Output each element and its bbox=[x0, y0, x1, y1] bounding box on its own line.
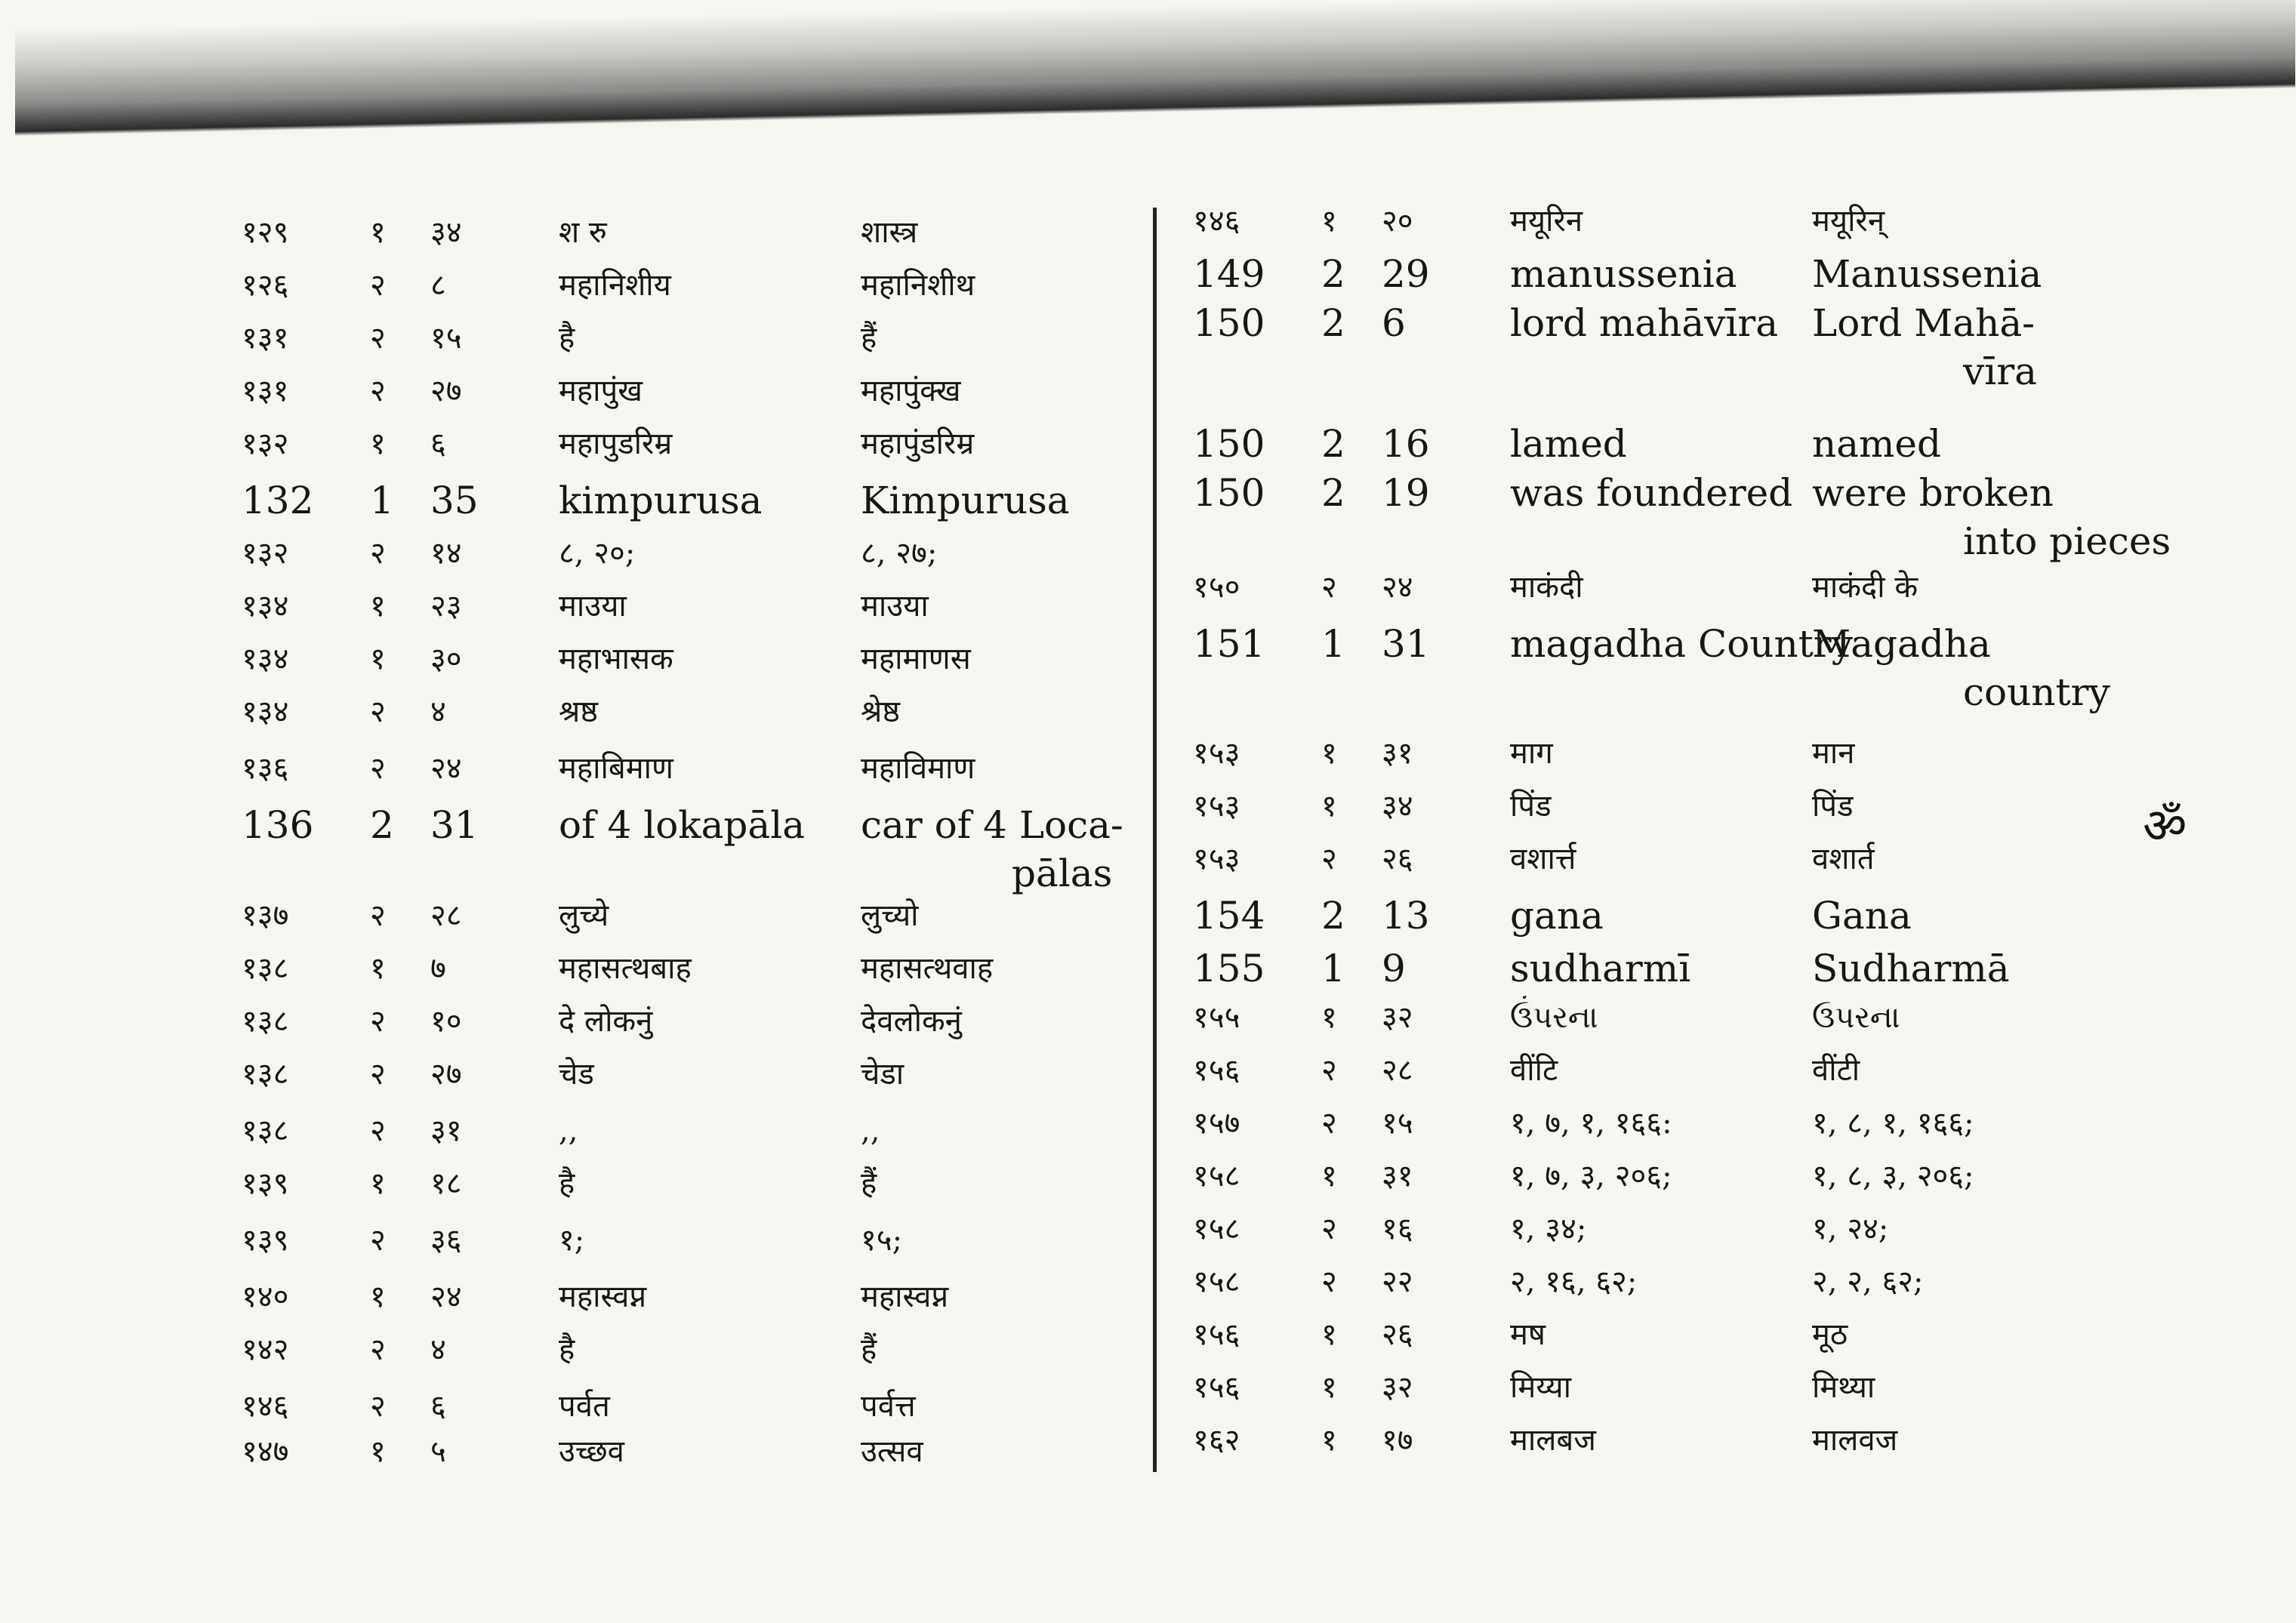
incorrect-text: मालबज bbox=[1510, 1423, 1596, 1458]
incorrect-text: माग bbox=[1510, 736, 1553, 771]
page-number: १४२ bbox=[242, 1332, 289, 1367]
line-number: २० bbox=[1382, 204, 1413, 239]
line-number: २८ bbox=[1382, 1053, 1413, 1088]
column-number: १ bbox=[1321, 789, 1337, 824]
column-number: १ bbox=[1321, 1000, 1337, 1035]
correct-text: वींटी bbox=[1812, 1053, 1860, 1088]
correct-text: २, २, ६२; bbox=[1812, 1264, 1924, 1299]
line-number: २७ bbox=[430, 1057, 462, 1092]
incorrect-text: पर्वत bbox=[559, 1389, 610, 1424]
correct-text-continued: into pieces bbox=[1963, 519, 2171, 563]
line-number: 6 bbox=[1382, 301, 1406, 345]
page-number: १३७ bbox=[242, 898, 289, 933]
correct-text: were broken bbox=[1812, 471, 2054, 515]
correct-text: चेडा bbox=[861, 1057, 905, 1092]
line-number: 31 bbox=[430, 803, 479, 847]
column-number: २ bbox=[370, 321, 386, 356]
correct-text: पर्वत्त bbox=[861, 1389, 916, 1424]
page-number: 136 bbox=[242, 803, 314, 847]
incorrect-text: was foundered bbox=[1510, 471, 1793, 515]
column-number: १ bbox=[1321, 736, 1337, 771]
page-number: १४६ bbox=[1193, 204, 1240, 239]
correct-text: named bbox=[1812, 422, 1942, 466]
page-number: १३९ bbox=[242, 1223, 289, 1258]
incorrect-text: महाभासक bbox=[559, 642, 673, 676]
incorrect-text: magadha Country bbox=[1510, 622, 1853, 666]
column-number: 2 bbox=[1321, 894, 1345, 938]
page-number: १५३ bbox=[1193, 736, 1240, 771]
correct-text: शास्त्र bbox=[861, 215, 918, 250]
column-number: १ bbox=[1321, 1159, 1337, 1193]
correct-text-continued: country bbox=[1963, 670, 2110, 714]
page-number: १३२ bbox=[242, 427, 289, 461]
incorrect-text: ઉંપરના bbox=[1510, 1000, 1598, 1035]
column-number: २ bbox=[370, 1389, 386, 1424]
page-number: 150 bbox=[1193, 301, 1265, 345]
line-number: ३१ bbox=[1382, 736, 1413, 771]
line-number: ३२ bbox=[1382, 1000, 1413, 1035]
correct-text-continued: pālas bbox=[1012, 852, 1113, 895]
line-number: ३१ bbox=[430, 1113, 462, 1148]
page-number: १३४ bbox=[242, 642, 289, 676]
correct-text: ८, २७; bbox=[861, 536, 938, 571]
correct-text: car of 4 Loca- bbox=[861, 803, 1123, 847]
column-number: १ bbox=[370, 215, 386, 250]
column-number: २ bbox=[370, 1057, 386, 1092]
line-number: 35 bbox=[430, 479, 479, 522]
incorrect-text: लुच्ये bbox=[559, 898, 609, 933]
incorrect-text: १, ७, ३, २०६; bbox=[1510, 1159, 1672, 1193]
line-number: ४ bbox=[430, 1332, 446, 1367]
page-number: १३१ bbox=[242, 374, 289, 408]
correct-text: हैं bbox=[861, 1332, 877, 1367]
page-number: १३८ bbox=[242, 1057, 289, 1092]
incorrect-text: मष bbox=[1510, 1317, 1546, 1352]
line-number: ८ bbox=[430, 268, 446, 303]
column-number: १ bbox=[370, 427, 386, 461]
page-number: १३२ bbox=[242, 536, 289, 571]
column-number: 1 bbox=[1321, 622, 1345, 666]
correct-text: हैं bbox=[861, 1166, 877, 1201]
column-number: 1 bbox=[1321, 947, 1345, 990]
page-number: १५५ bbox=[1193, 1000, 1240, 1035]
line-number: २७ bbox=[430, 374, 462, 408]
incorrect-text: महास्वप्न bbox=[559, 1280, 647, 1314]
correct-text: माउया bbox=[861, 589, 929, 624]
incorrect-text: kimpurusa bbox=[559, 479, 763, 522]
page-number: 151 bbox=[1193, 622, 1265, 666]
page-number: १५३ bbox=[1193, 789, 1240, 824]
incorrect-text: २, १६, ६२; bbox=[1510, 1264, 1638, 1299]
line-number: १० bbox=[430, 1004, 462, 1039]
correct-text: महापुंक्ख bbox=[861, 374, 961, 408]
column-number: १ bbox=[370, 1280, 386, 1314]
line-number: 19 bbox=[1382, 471, 1430, 515]
incorrect-text: manussenia bbox=[1510, 252, 1737, 296]
column-number: 2 bbox=[1321, 471, 1345, 515]
incorrect-text: दे लोकनुं bbox=[559, 1004, 653, 1039]
scan-shadow-band bbox=[15, 0, 2295, 136]
page-number: 154 bbox=[1193, 894, 1265, 938]
correct-text: १, ८, १, १६६; bbox=[1812, 1106, 1974, 1141]
incorrect-text: ८, २०; bbox=[559, 536, 636, 571]
page-number: १५८ bbox=[1193, 1212, 1240, 1246]
page-number: १३४ bbox=[242, 694, 289, 729]
line-number: ३१ bbox=[1382, 1159, 1413, 1193]
correct-text: महाविमाण bbox=[861, 751, 975, 786]
incorrect-text: श रु bbox=[559, 215, 607, 250]
correct-text: उत्सव bbox=[861, 1434, 923, 1469]
column-number: २ bbox=[370, 1332, 386, 1367]
correct-text: Manussenia bbox=[1812, 252, 2042, 296]
incorrect-text: वशार्त्त bbox=[1510, 842, 1576, 876]
column-number: २ bbox=[370, 1004, 386, 1039]
correct-text: Lord Mahā- bbox=[1812, 301, 2036, 345]
column-number: २ bbox=[370, 374, 386, 408]
page-number: १२९ bbox=[242, 215, 289, 250]
page-number: 132 bbox=[242, 479, 314, 522]
correct-text: Sudharmā bbox=[1812, 947, 2010, 990]
incorrect-text: वींटि bbox=[1510, 1053, 1558, 1088]
incorrect-text: lord mahāvīra bbox=[1510, 301, 1779, 345]
page-number: १३८ bbox=[242, 951, 289, 986]
line-number: १४ bbox=[430, 536, 462, 571]
correct-text: १, ८, ३, २०६; bbox=[1812, 1159, 1974, 1193]
line-number: ६ bbox=[430, 1389, 446, 1424]
page-number: १४० bbox=[242, 1280, 289, 1314]
correct-text: मालवज bbox=[1812, 1423, 1898, 1458]
incorrect-text: महापुंख bbox=[559, 374, 643, 408]
page-number: १३१ bbox=[242, 321, 289, 356]
incorrect-text: माउया bbox=[559, 589, 627, 624]
incorrect-text: of 4 lokapāla bbox=[559, 803, 806, 847]
correct-text: मिथ्या bbox=[1812, 1370, 1875, 1405]
incorrect-text: है bbox=[559, 1332, 575, 1367]
line-number: ३२ bbox=[1382, 1370, 1413, 1405]
page-number: १५० bbox=[1193, 570, 1240, 605]
page-number: १३८ bbox=[242, 1113, 289, 1148]
page-number: 150 bbox=[1193, 422, 1265, 466]
line-number: ७ bbox=[430, 951, 446, 986]
line-number: २४ bbox=[430, 751, 462, 786]
correct-text: Magadha bbox=[1812, 622, 1991, 666]
line-number: १५ bbox=[430, 321, 462, 356]
page-number: १५६ bbox=[1193, 1370, 1240, 1405]
correct-text: महापुंडरिम्र bbox=[861, 427, 975, 461]
page-number: १५६ bbox=[1193, 1317, 1240, 1352]
page-number: १२६ bbox=[242, 268, 289, 303]
correct-text: १, २४; bbox=[1812, 1212, 1889, 1246]
incorrect-text: १, ७, १, १६६: bbox=[1510, 1106, 1672, 1141]
incorrect-text: है bbox=[559, 1166, 575, 1201]
page-number: १३६ bbox=[242, 751, 289, 786]
correct-text: वशार्त bbox=[1812, 842, 1875, 876]
line-number: १५ bbox=[1382, 1106, 1413, 1141]
correct-text: महामाणस bbox=[861, 642, 971, 676]
page-number: 149 bbox=[1193, 252, 1265, 296]
correct-text: महास्वप्न bbox=[861, 1280, 949, 1314]
correct-text: मान bbox=[1812, 736, 1855, 771]
column-number: २ bbox=[370, 898, 386, 933]
page-number: १५८ bbox=[1193, 1159, 1240, 1193]
correct-text: ,, bbox=[861, 1113, 880, 1148]
correct-text: मयूरिन् bbox=[1812, 204, 1885, 239]
column-number: २ bbox=[1321, 570, 1337, 605]
page-number: 150 bbox=[1193, 471, 1265, 515]
column-number: १ bbox=[370, 1434, 386, 1469]
correct-text: देवलोकनुं bbox=[861, 1004, 962, 1039]
line-number: १८ bbox=[430, 1166, 462, 1201]
page-number: 155 bbox=[1193, 947, 1265, 990]
incorrect-text: १, ३४; bbox=[1510, 1212, 1587, 1246]
page-side-mark: ॐ bbox=[2143, 799, 2187, 855]
column-number: 2 bbox=[1321, 422, 1345, 466]
column-number: १ bbox=[370, 589, 386, 624]
column-number: २ bbox=[370, 694, 386, 729]
line-number: ३० bbox=[430, 642, 462, 676]
correct-text: माकंदी के bbox=[1812, 570, 1918, 605]
line-number: २३ bbox=[430, 589, 462, 624]
column-number: २ bbox=[370, 1223, 386, 1258]
column-number: २ bbox=[1321, 1053, 1337, 1088]
page-number: १४७ bbox=[242, 1434, 289, 1469]
column-number: २ bbox=[1321, 1106, 1337, 1141]
column-number: १ bbox=[1321, 204, 1337, 239]
column-number: २ bbox=[1321, 1212, 1337, 1246]
correct-text: श्रेष्ठ bbox=[861, 694, 900, 729]
column-number: १ bbox=[370, 951, 386, 986]
correct-text: १५; bbox=[861, 1223, 903, 1258]
page-number: १३४ bbox=[242, 589, 289, 624]
line-number: १६ bbox=[1382, 1212, 1413, 1246]
column-number: १ bbox=[1321, 1423, 1337, 1458]
correct-text: लुच्यो bbox=[861, 898, 919, 933]
line-number: २२ bbox=[1382, 1264, 1413, 1299]
line-number: ३४ bbox=[430, 215, 462, 250]
incorrect-text: महानिशीय bbox=[559, 268, 671, 303]
correct-text: महानिशीथ bbox=[861, 268, 975, 303]
column-number: 2 bbox=[1321, 252, 1345, 296]
line-number: 31 bbox=[1382, 622, 1430, 666]
line-number: २६ bbox=[1382, 842, 1413, 876]
correct-text: हैं bbox=[861, 321, 877, 356]
column-number: २ bbox=[370, 751, 386, 786]
incorrect-text: sudharmī bbox=[1510, 947, 1691, 990]
page-number: १४६ bbox=[242, 1389, 289, 1424]
incorrect-text: ,, bbox=[559, 1113, 578, 1148]
correct-text: मूठ bbox=[1812, 1317, 1848, 1352]
incorrect-text: माकंदी bbox=[1510, 570, 1583, 605]
incorrect-text: मयूरिन bbox=[1510, 204, 1583, 239]
line-number: 29 bbox=[1382, 252, 1430, 296]
column-number: १ bbox=[1321, 1317, 1337, 1352]
incorrect-text: उच्छव bbox=[559, 1434, 624, 1469]
column-number: १ bbox=[370, 1166, 386, 1201]
line-number: १७ bbox=[1382, 1423, 1413, 1458]
column-number: २ bbox=[1321, 842, 1337, 876]
correct-text: पिंड bbox=[1812, 789, 1854, 824]
incorrect-text: महापुडरिम्र bbox=[559, 427, 673, 461]
line-number: २४ bbox=[1382, 570, 1413, 605]
correct-text: Kimpurusa bbox=[861, 479, 1070, 522]
line-number: ६ bbox=[430, 427, 446, 461]
line-number: ३६ bbox=[430, 1223, 462, 1258]
correct-text: महासत्थवाह bbox=[861, 951, 994, 986]
incorrect-text: है bbox=[559, 321, 575, 356]
line-number: ५ bbox=[430, 1434, 446, 1469]
line-number: 16 bbox=[1382, 422, 1430, 466]
column-number: २ bbox=[370, 1113, 386, 1148]
line-number: ३४ bbox=[1382, 789, 1413, 824]
column-number: २ bbox=[370, 536, 386, 571]
incorrect-text: महासत्थबाह bbox=[559, 951, 692, 986]
incorrect-text: पिंड bbox=[1510, 789, 1552, 824]
column-number: 1 bbox=[370, 479, 394, 522]
column-number: १ bbox=[1321, 1370, 1337, 1405]
line-number: ४ bbox=[430, 694, 446, 729]
page-number: १५७ bbox=[1193, 1106, 1240, 1141]
page-number: १५३ bbox=[1193, 842, 1240, 876]
incorrect-text: १; bbox=[559, 1223, 585, 1258]
column-number: २ bbox=[1321, 1264, 1337, 1299]
incorrect-text: lamed bbox=[1510, 422, 1627, 466]
incorrect-text: महाबिमाण bbox=[559, 751, 673, 786]
line-number: २६ bbox=[1382, 1317, 1413, 1352]
column-number: १ bbox=[370, 642, 386, 676]
column-number: २ bbox=[370, 268, 386, 303]
line-number: 9 bbox=[1382, 947, 1406, 990]
page-number: १५६ bbox=[1193, 1053, 1240, 1088]
page-number: १६२ bbox=[1193, 1423, 1240, 1458]
incorrect-text: श्रष्ठ bbox=[559, 694, 598, 729]
line-number: २८ bbox=[430, 898, 462, 933]
incorrect-text: gana bbox=[1510, 894, 1604, 938]
column-number: 2 bbox=[1321, 301, 1345, 345]
page-number: १३८ bbox=[242, 1004, 289, 1039]
page-number: १५८ bbox=[1193, 1264, 1240, 1299]
correct-text-continued: vīra bbox=[1963, 350, 2037, 393]
correct-text: Gana bbox=[1812, 894, 1912, 938]
line-number: २४ bbox=[430, 1280, 462, 1314]
incorrect-text: मिय्या bbox=[1510, 1370, 1571, 1405]
line-number: 13 bbox=[1382, 894, 1430, 938]
correct-text: ઉપરના bbox=[1812, 1000, 1900, 1035]
column-divider bbox=[1153, 208, 1157, 1472]
incorrect-text: चेड bbox=[559, 1057, 594, 1092]
column-number: 2 bbox=[370, 803, 394, 847]
page-number: १३९ bbox=[242, 1166, 289, 1201]
